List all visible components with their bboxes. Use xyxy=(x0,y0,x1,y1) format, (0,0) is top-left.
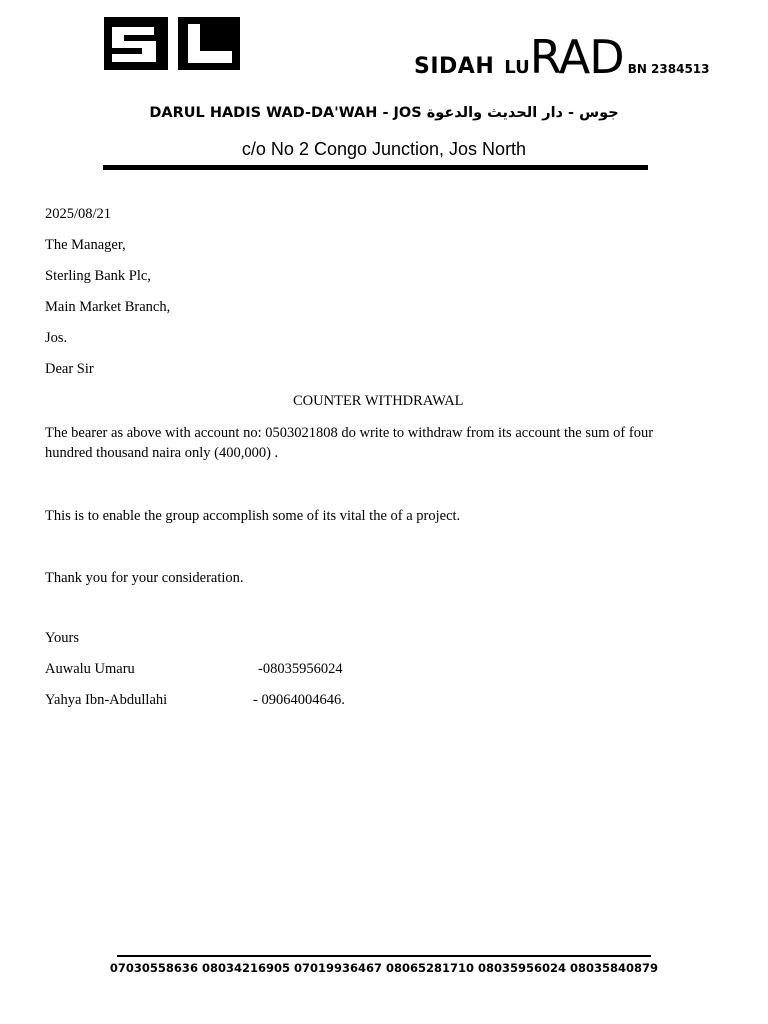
recipient-line: The Manager, xyxy=(45,237,126,253)
organization-address: c/o No 2 Congo Junction, Jos North xyxy=(241,139,527,159)
recipient-line: Main Market Branch, xyxy=(45,299,171,315)
signatory-name: Yahya Ibn-Abdullahi xyxy=(45,692,168,708)
recipient-line: Sterling Bank Plc, xyxy=(45,268,151,284)
signatory-phone: -08035956024 xyxy=(258,661,343,677)
signatory-name: Auwalu Umaru xyxy=(45,661,135,677)
letter-subject: COUNTER WITHDRAWAL xyxy=(293,393,464,409)
body-paragraph: This is to enable the group accomplish some of its vital the of a project. xyxy=(45,508,461,524)
signatory-phone: - 09064004646. xyxy=(253,692,345,708)
salutation: Dear Sir xyxy=(45,361,94,377)
brand-rad: RAD xyxy=(529,30,624,84)
body-paragraph: Thank you for your consideration. xyxy=(45,570,244,586)
brand-name xyxy=(414,30,710,84)
organization-name: DARUL HADIS WAD-DA'WAH - JOS جوس - دار الحديث والدعوة xyxy=(149,105,619,121)
recipient-line: Jos. xyxy=(45,330,68,346)
footer-divider xyxy=(117,955,651,957)
letter-date: 2025/08/21 xyxy=(45,206,112,222)
brand-sidah: SIDAH xyxy=(414,54,495,79)
footer-phone-numbers: 07030558636 08034216905 07019936467 08065281710 08035956024 08035840879 xyxy=(109,961,659,975)
body-paragraph: The bearer as above with account no: 0503021808 do write to withdraw from its account the sum of four hundred thousand naira only (400,000) . xyxy=(45,425,654,461)
closing: Yours xyxy=(45,630,79,646)
brand-lu: LU xyxy=(504,57,530,78)
bn-number: BN 2384513 xyxy=(627,62,710,76)
sl-logo xyxy=(104,17,240,70)
header-divider xyxy=(103,165,648,170)
